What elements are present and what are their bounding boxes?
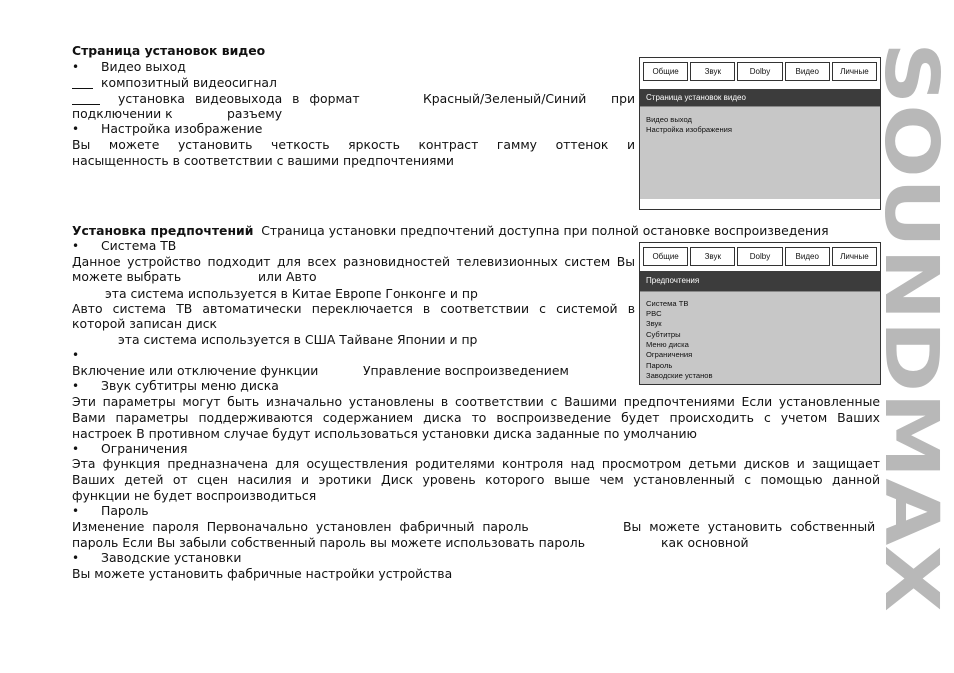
audio-sub-label: Звук субтитры меню диска (101, 378, 279, 393)
restrictions-text-3: функции не будет воспроизводиться (72, 488, 317, 503)
ycbcr-text-b: Красный/Зеленый/Синий (423, 91, 587, 106)
menu-item-factory[interactable]: Заводские установ (646, 371, 713, 380)
tab-general[interactable]: Общие (643, 62, 688, 81)
tv-system-label: Система ТВ (101, 238, 177, 253)
menu-item-audio[interactable]: Звук (646, 319, 662, 328)
factory-label: Заводские установки (101, 550, 242, 565)
ntsc-text: эта система используется в США Тайване Японии и пр (118, 332, 478, 347)
menu-tabs (640, 58, 880, 86)
bullet-icon: • (72, 348, 80, 362)
password-text-1a: Изменение пароля Первоначально установлен фабричный пароль (72, 519, 529, 534)
restrictions-label: Ограничения (101, 441, 188, 456)
video-out-label: Видео выход (101, 59, 186, 74)
menu-item-restrictions[interactable]: Ограничения (646, 350, 693, 359)
video-settings-heading: Страница установок видео (72, 43, 266, 58)
restrictions-text-2: Ваших детей от сцен насилия и эротики Диск уровень которого выше чем установленный с помощью данной (72, 472, 880, 487)
password-text-1b: Вы можете установить собственный (623, 519, 876, 534)
password-label: Пароль (101, 503, 149, 518)
pal-text: эта система используется в Китае Европе Гонконге и пр (105, 286, 478, 301)
menu-title-bar: Страница установок видео (640, 89, 880, 106)
composite-text: композитный видеосигнал (101, 75, 277, 90)
tab-preferences[interactable]: Личные (832, 62, 877, 81)
auto-text-1: Авто система ТВ автоматически переключается в соответствии с системой в (72, 301, 635, 316)
menu-item-video-out[interactable]: Видео выход (646, 115, 692, 124)
tab-general[interactable]: Общие (643, 247, 688, 266)
tab-video[interactable]: Видео (785, 62, 830, 81)
menu-item-password[interactable]: Пароль (646, 360, 673, 370)
bullet-icon: • (72, 60, 80, 74)
restrictions-text-1: Эта функция предназначена для осуществления родителями контроля над просмотром детьми дисков и защищает (72, 456, 880, 471)
bullet-icon: • (72, 122, 80, 136)
video-settings-screen (639, 57, 881, 210)
preferences-screen (639, 242, 881, 385)
menu-item-image-setup[interactable]: Настройка изображения (646, 125, 733, 134)
password-text-2b: как основной (661, 535, 749, 550)
menu-items-area (640, 106, 880, 199)
bullet-icon: • (72, 442, 80, 456)
menu-title-bar: Предпочтения (640, 271, 880, 291)
menu-item-pbc[interactable]: PBC (646, 309, 662, 318)
pref-heading-rest: Страница установки предпочтений доступна при полной остановке воспроизведения (261, 223, 829, 238)
soundmax-logo (868, 40, 954, 615)
menu-items-area (640, 291, 880, 384)
pref-heading: Установка предпочтений (72, 223, 254, 238)
audio-text-2: Вами параметры поддерживаются содержанием диска то воспроизведение будет происходить с учетом Ваших (72, 410, 880, 425)
bullet-icon: • (72, 239, 80, 253)
auto-text-2: которой записан диск (72, 316, 217, 331)
factory-text: Вы можете установить фабричные настройки устройства (72, 566, 453, 581)
menu-item-subtitles[interactable]: Субтитры (646, 329, 681, 339)
ycbcr-text-2: подключении к (72, 106, 173, 121)
menu-item-tv-system[interactable]: Система ТВ (646, 299, 689, 308)
ycbcr-text-c: при (611, 91, 636, 106)
bullet-icon: • (72, 379, 80, 393)
tab-audio[interactable]: Звук (690, 62, 735, 81)
menu-tabs (640, 243, 880, 271)
logo-text: SOUNDMAX (868, 42, 954, 530)
blank-underline (72, 88, 93, 89)
tab-audio[interactable]: Звук (690, 247, 735, 266)
password-text-2a: пароль Если Вы забыли собственный пароль вы можете использовать пароль (72, 535, 586, 550)
pbc-text-a: Включение или отключение функции (72, 363, 319, 378)
audio-text-1: Эти параметры могут быть изначально установлены в соответствии с Вашими предпочтениями Если установленные (72, 394, 880, 409)
tv-system-text-2a: можете выбрать (72, 269, 182, 284)
bullet-icon: • (72, 504, 80, 518)
menu-item-disc-menu[interactable]: Меню диска (646, 340, 689, 349)
image-setup-text-2: насыщенность в соответствии с вашими предпочтениями (72, 153, 454, 168)
blank-underline (72, 104, 100, 105)
ycbcr-text-2b: разъему (227, 106, 283, 121)
bullet-icon: • (72, 551, 80, 565)
ycbcr-text-a: установка видеовыхода в формат (118, 91, 360, 106)
image-setup-text-1: Вы можете установить четкость яркость контраст гамму оттенок и (72, 137, 635, 152)
tv-system-text-1: Данное устройство подходит для всех разновидностей телевизионных систем Вы (72, 254, 635, 269)
audio-text-3: настроек В противном случае будут использоваться установки диска заданные по умолчанию (72, 426, 697, 441)
tab-dolby[interactable]: Dolby (737, 247, 782, 266)
pbc-text-b: Управление воспроизведением (363, 363, 569, 378)
tv-system-text-2b: или Авто (258, 269, 317, 284)
tab-dolby[interactable]: Dolby (737, 62, 782, 81)
image-setup-label: Настройка изображение (101, 121, 263, 136)
pref-heading-line (72, 223, 829, 239)
tab-video[interactable]: Видео (785, 247, 830, 266)
tab-preferences[interactable]: Личные (832, 247, 877, 266)
